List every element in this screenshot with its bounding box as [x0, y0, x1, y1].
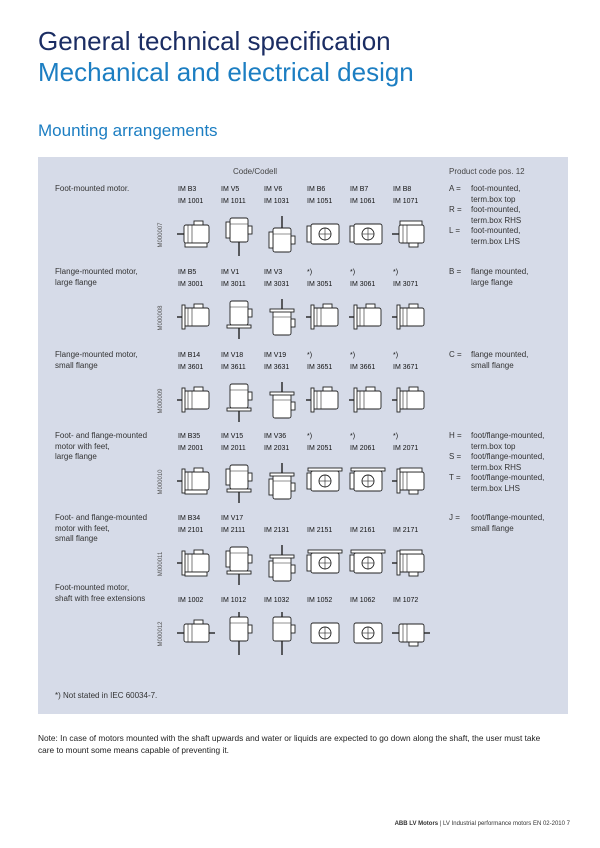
iec-code: IM V1	[221, 269, 240, 276]
im-code: IM 1062	[350, 597, 376, 604]
product-code-text: flange mounted, large flange	[471, 267, 529, 287]
mounting-section	[38, 583, 568, 665]
section-label: Foot-mounted motor, shaft with free extensions	[55, 583, 146, 603]
flange-motor-vertical-down-icon	[219, 378, 259, 424]
im-code: IM 2031	[264, 445, 290, 452]
flange-motor-vertical-up-icon	[262, 295, 302, 341]
section-label: Flange-mounted motor, small flange	[55, 350, 138, 370]
foot-flange-motor-ceiling-icon	[391, 541, 431, 587]
flange-motor-horizontal-icon	[176, 378, 216, 424]
iec-code: IM B5	[178, 269, 197, 276]
foot-flange-motor-ceiling-icon	[391, 459, 431, 505]
flange-motor-vertical-down-icon	[219, 295, 259, 341]
im-code: IM 3651	[307, 364, 333, 371]
double-shaft-motor-wall-icon	[305, 611, 345, 657]
product-code-item	[449, 350, 564, 371]
double-shaft-motor-vertical-icon	[219, 611, 259, 657]
product-code-text: foot/flange-mounted, term.box LHS	[471, 473, 545, 493]
im-code: IM 2171	[393, 527, 419, 534]
iec-code: *)	[350, 269, 356, 276]
foot-flange-motor-wall-icon	[305, 459, 345, 505]
im-code: IM 2161	[350, 527, 376, 534]
product-code-letter: T =	[449, 473, 461, 482]
section-label: Flange-mounted motor, large flange	[55, 267, 138, 287]
im-code: IM 1031	[264, 198, 290, 205]
figure-code-wrap	[156, 212, 166, 258]
mounting-section	[38, 184, 568, 266]
foot-flange-motor-horizontal-icon	[176, 541, 216, 587]
iec-code: *)	[393, 433, 399, 440]
figure-code: M000009	[158, 388, 164, 414]
im-code: IM 1051	[307, 198, 333, 205]
product-code-letter: J =	[449, 513, 460, 522]
im-code: IM 3661	[350, 364, 376, 371]
im-code: IM 1052	[307, 597, 333, 604]
im-code: IM 1061	[350, 198, 376, 205]
flange-motor-horizontal-icon	[391, 295, 431, 341]
iec-code: IM V5	[221, 186, 240, 193]
product-code-text: foot/flange-mounted, term.box top	[471, 431, 545, 451]
product-code-list	[449, 350, 564, 371]
section-label: Foot-mounted motor.	[55, 184, 130, 193]
iec-code: IM B3	[178, 186, 197, 193]
product-code-text: foot-mounted, term.box top	[471, 184, 521, 204]
iec-code: IM B6	[307, 186, 326, 193]
mounting-section	[38, 267, 568, 349]
figure-code-wrap	[156, 541, 166, 587]
im-code: IM 2071	[393, 445, 419, 452]
im-code: IM 3051	[307, 281, 333, 288]
im-code: IM 3061	[350, 281, 376, 288]
page-number: 7	[566, 821, 570, 827]
footer-brand: ABB LV Motors	[394, 821, 439, 827]
iec-code: *)	[393, 352, 399, 359]
double-shaft-motor-horizontal-icon	[176, 611, 216, 657]
mounting-table	[38, 157, 568, 714]
footer-separator: |	[439, 821, 442, 827]
product-code-letter: B =	[449, 267, 462, 276]
iec-code: *)	[393, 269, 399, 276]
im-code: IM 1012	[221, 597, 247, 604]
im-code: IM 3011	[221, 281, 246, 288]
product-code-letter: L =	[449, 226, 461, 235]
page-title: General technical specification	[38, 26, 391, 56]
iec-code: *)	[350, 352, 356, 359]
product-code-text: flange mounted, small flange	[471, 350, 529, 370]
note-text: Note: In case of motors mounted with the shaft upwards and water or liquids are expected to go down along the shaft, the user must take care to mount some means capable of preventing it.	[38, 733, 541, 755]
im-code: IM 1002	[178, 597, 204, 604]
flange-motor-horizontal-icon	[305, 295, 345, 341]
figure-code-wrap	[156, 459, 166, 505]
figure-code: M000007	[158, 222, 164, 248]
product-code-item	[449, 431, 564, 452]
im-code: IM 3001	[178, 281, 204, 288]
page-subtitle: Mechanical and electrical design	[38, 57, 414, 87]
iec-code: IM V19	[264, 352, 287, 359]
iec-code: IM B35	[178, 433, 201, 440]
product-code-item	[449, 473, 564, 494]
product-code-text: foot-mounted, term.box LHS	[471, 226, 521, 246]
iec-code: *)	[307, 352, 313, 359]
product-code-letter: A =	[449, 184, 461, 193]
foot-flange-motor-vertical-down-icon	[219, 459, 259, 505]
im-code: IM 2011	[221, 445, 246, 452]
iec-code: *)	[350, 433, 356, 440]
section-heading: Mounting arrangements	[38, 121, 218, 140]
figure-code-wrap	[156, 378, 166, 424]
foot-flange-motor-wall-icon	[348, 541, 388, 587]
flange-motor-horizontal-icon	[391, 378, 431, 424]
foot-motor-wall-icon	[305, 212, 345, 258]
foot-flange-motor-vertical-up-icon	[262, 459, 302, 505]
im-code: IM 3031	[264, 281, 290, 288]
iec-code: IM V36	[264, 433, 287, 440]
iec-code: IM V6	[264, 186, 283, 193]
foot-flange-motor-vertical-down-icon	[219, 541, 259, 587]
product-code-item	[449, 205, 564, 226]
product-code-letter: S =	[449, 452, 462, 461]
code-column-header: Code/Codell	[233, 167, 278, 176]
iec-code: IM V3	[264, 269, 283, 276]
iec-code: IM V17	[221, 515, 244, 522]
mounting-section	[38, 350, 568, 432]
im-code: IM 1072	[393, 597, 419, 604]
section-label: Foot- and flange-mounted motor with feet, large flange	[55, 431, 148, 461]
im-code: IM 2131	[264, 527, 290, 534]
product-code-list	[449, 184, 564, 247]
product-code-item	[449, 452, 564, 473]
im-code: IM 2111	[221, 527, 246, 534]
mounting-section	[38, 431, 568, 513]
im-code: IM 2151	[307, 527, 333, 534]
section-label: Foot- and flange-mounted motor with feet, small flange	[55, 513, 148, 543]
foot-motor-wall-icon	[348, 212, 388, 258]
im-code: IM 1032	[264, 597, 290, 604]
product-code-letter: H =	[449, 431, 462, 440]
product-code-text: foot/flange-mounted, term.box RHS	[471, 452, 545, 472]
double-shaft-motor-vertical-icon	[262, 611, 302, 657]
foot-flange-motor-horizontal-icon	[176, 459, 216, 505]
im-code: IM 3601	[178, 364, 204, 371]
figure-code: M000011	[158, 551, 164, 577]
product-code-header: Product code pos. 12	[449, 167, 525, 176]
im-code: IM 1011	[221, 198, 246, 205]
im-code: IM 3611	[221, 364, 246, 371]
foot-flange-motor-wall-icon	[305, 541, 345, 587]
figure-code: M000008	[158, 305, 164, 331]
figure-code: M000010	[158, 469, 164, 495]
product-code-list	[449, 513, 564, 534]
im-code: IM 2051	[307, 445, 333, 452]
product-code-list	[449, 267, 564, 288]
footer-text: LV Industrial performance motors EN 02-2010	[443, 821, 565, 827]
iec-code: IM B8	[393, 186, 412, 193]
iec-code: *)	[307, 269, 313, 276]
iec-code: IM V15	[221, 433, 244, 440]
foot-motor-ceiling-icon	[391, 212, 431, 258]
im-code: IM 2061	[350, 445, 376, 452]
product-code-letter: C =	[449, 350, 462, 359]
product-code-item	[449, 267, 564, 288]
flange-motor-horizontal-icon	[348, 295, 388, 341]
product-code-item	[449, 513, 564, 534]
product-code-text: foot/flange-mounted, small flange	[471, 513, 545, 533]
product-code-letter: R =	[449, 205, 462, 214]
product-code-item	[449, 184, 564, 205]
iec-code: *)	[307, 433, 313, 440]
page-footer	[395, 821, 570, 827]
figure-code-wrap	[156, 611, 166, 657]
im-code: IM 1071	[393, 198, 419, 205]
flange-motor-horizontal-icon	[305, 378, 345, 424]
foot-flange-motor-wall-icon	[348, 459, 388, 505]
flange-motor-vertical-up-icon	[262, 378, 302, 424]
foot-flange-motor-vertical-up-icon	[262, 541, 302, 587]
foot-motor-vertical-up-icon	[262, 212, 302, 258]
product-code-text: foot-mounted, term.box RHS	[471, 205, 522, 225]
im-code: IM 2101	[178, 527, 204, 534]
flange-motor-horizontal-icon	[348, 378, 388, 424]
foot-motor-horizontal-icon	[176, 212, 216, 258]
footnote: *) Not stated in IEC 60034-7.	[55, 691, 158, 700]
product-code-list	[449, 431, 564, 494]
iec-code: IM B7	[350, 186, 369, 193]
im-code: IM 2001	[178, 445, 204, 452]
double-shaft-motor-ceiling-icon	[391, 611, 431, 657]
im-code: IM 3631	[264, 364, 290, 371]
iec-code: IM B14	[178, 352, 201, 359]
im-code: IM 1001	[178, 198, 204, 205]
product-code-item	[449, 226, 564, 247]
foot-motor-vertical-down-icon	[219, 212, 259, 258]
figure-code: M000012	[158, 621, 164, 647]
im-code: IM 3071	[393, 281, 419, 288]
flange-motor-horizontal-icon	[176, 295, 216, 341]
iec-code: IM V18	[221, 352, 244, 359]
im-code: IM 3671	[393, 364, 419, 371]
iec-code: IM B34	[178, 515, 201, 522]
double-shaft-motor-wall-icon	[348, 611, 388, 657]
figure-code-wrap	[156, 295, 166, 341]
